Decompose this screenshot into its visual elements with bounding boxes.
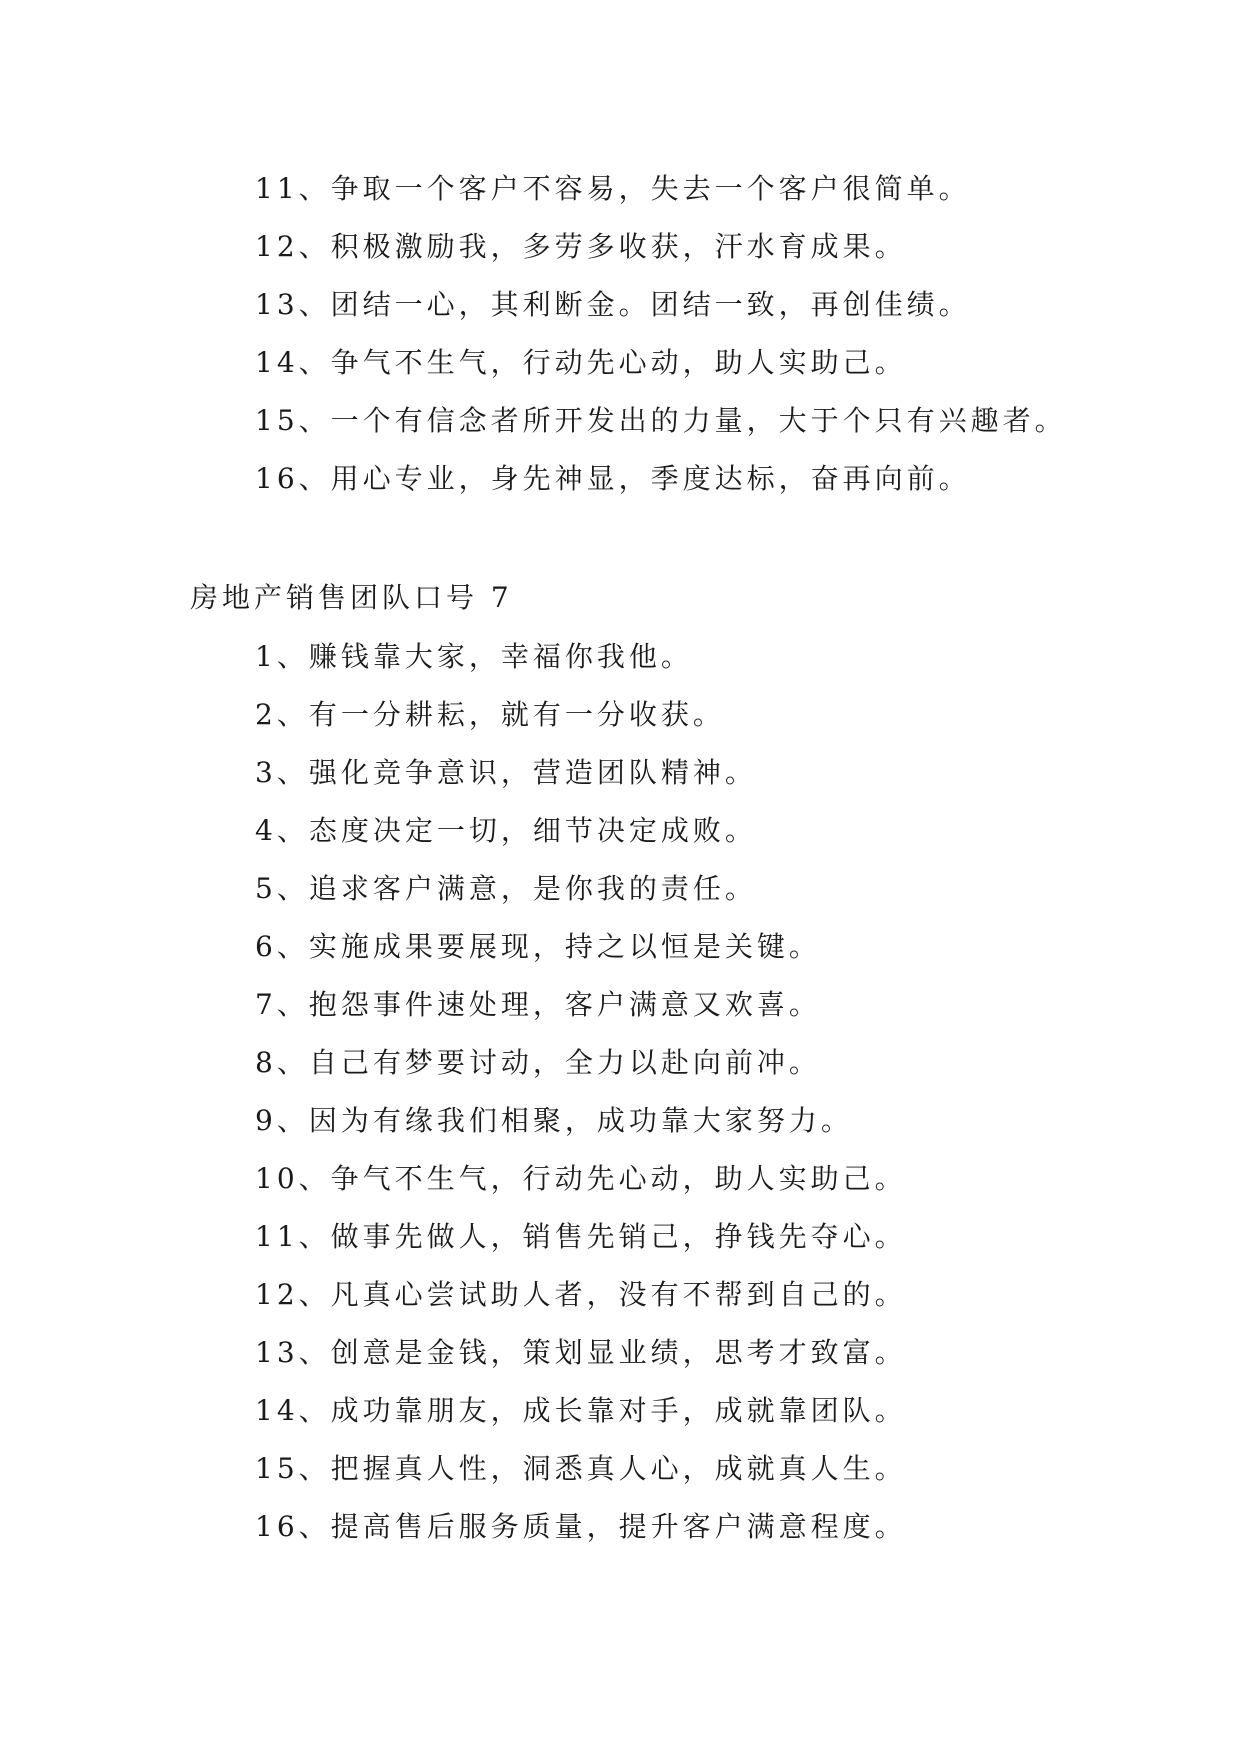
list-item: 5、追求客户满意，是你我的责任。 (255, 872, 757, 905)
list-item: 13、创意是金钱，策划显业绩，思考才致富。 (255, 1336, 907, 1369)
list-item: 13、团结一心，其利断金。团结一致，再创佳绩。 (255, 288, 971, 321)
list-item: 7、抱怨事件速处理，客户满意又欢喜。 (255, 988, 821, 1021)
list-item: 12、积极激励我，多劳多收获，汗水育成果。 (255, 230, 907, 263)
list-item: 4、态度决定一切，细节决定成败。 (255, 814, 757, 847)
list-item: 14、争气不生气，行动先心动，助人实助己。 (255, 346, 907, 379)
list-item: 16、用心专业，身先神显，季度达标，奋再向前。 (255, 462, 971, 495)
list-item: 2、有一分耕耘，就有一分收获。 (255, 698, 725, 731)
list-item: 3、强化竞争意识，营造团队精神。 (255, 756, 757, 789)
list-item: 9、因为有缘我们相聚，成功靠大家努力。 (255, 1104, 853, 1137)
section-heading: 房地产销售团队口号 7 (190, 581, 513, 614)
list-item: 10、争气不生气，行动先心动，助人实助己。 (255, 1162, 907, 1195)
list-item: 16、提高售后服务质量，提升客户满意程度。 (255, 1510, 907, 1543)
list-item: 8、自己有梦要讨动，全力以赴向前冲。 (255, 1046, 821, 1079)
list-item: 15、一个有信念者所开发出的力量，大于个只有兴趣者。 (255, 404, 1067, 437)
list-item: 14、成功靠朋友，成长靠对手，成就靠团队。 (255, 1394, 907, 1427)
list-item: 1、赚钱靠大家，幸福你我他。 (255, 640, 693, 673)
list-item: 6、实施成果要展现，持之以恒是关键。 (255, 930, 821, 963)
list-item: 11、做事先做人，销售先销己，挣钱先夺心。 (255, 1220, 907, 1253)
slogan-list-continued (255, 160, 1067, 508)
list-item: 11、争取一个客户不容易，失去一个客户很简单。 (255, 172, 971, 205)
slogan-list (255, 628, 907, 1556)
list-item: 12、凡真心尝试助人者，没有不帮到自己的。 (255, 1278, 907, 1311)
list-item: 15、把握真人性，洞悉真人心，成就真人生。 (255, 1452, 907, 1485)
